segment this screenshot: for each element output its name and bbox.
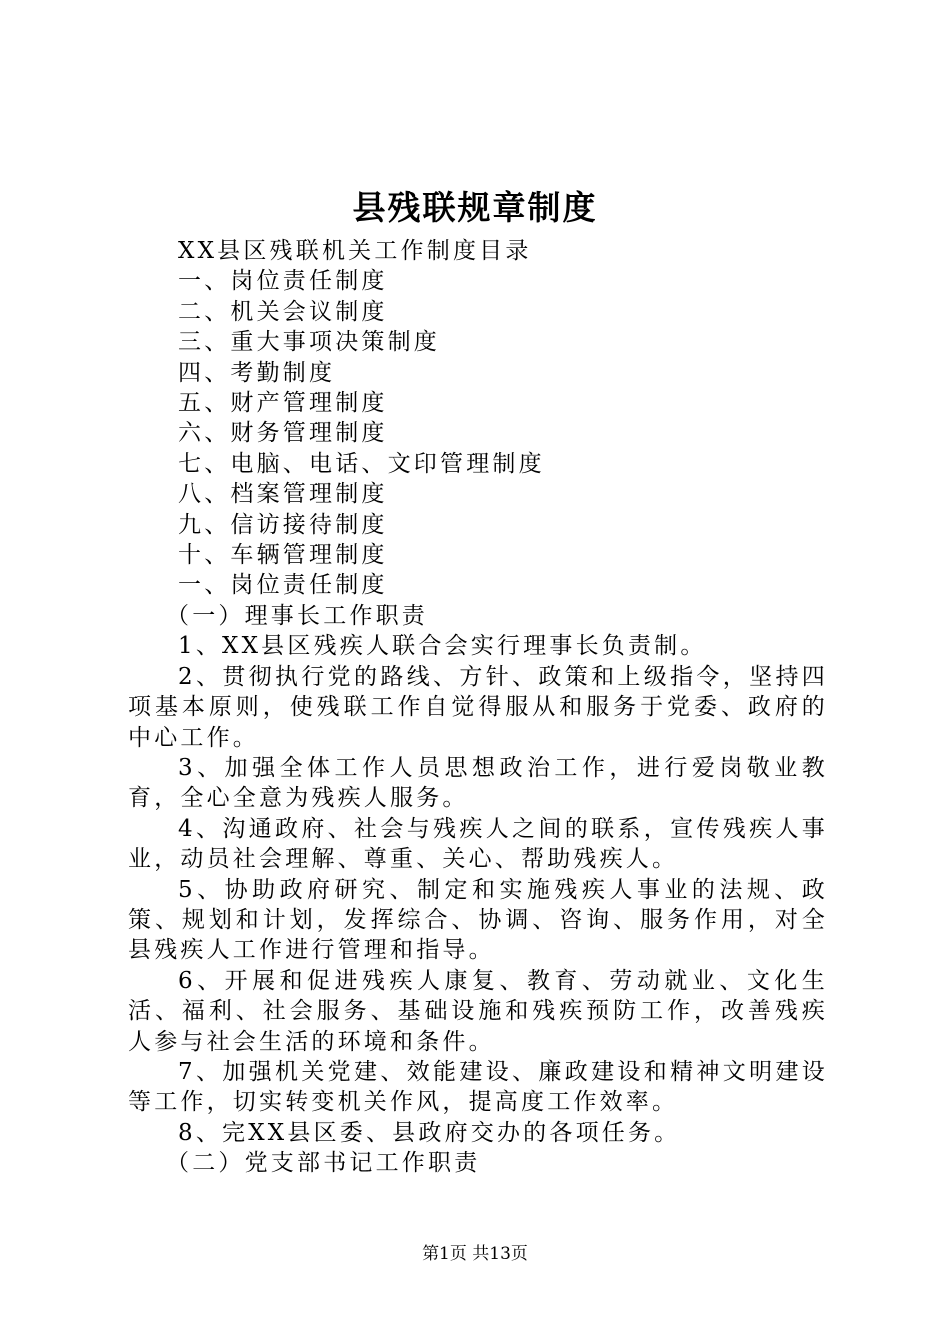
page-footer: 第1页 共13页: [422, 1244, 528, 1264]
subsection-heading: （二）党支部书记工作职责: [166, 1150, 481, 1177]
toc-item: 三、重大事项决策制度: [178, 329, 440, 356]
toc-item: 五、财产管理制度: [178, 390, 388, 417]
toc-list: [128, 266, 828, 570]
duty-paragraph: 7、加强机关党建、效能建设、廉政建设和精神文明建设等工作，切实转变机关作风，提高度工作效率。: [128, 1058, 828, 1116]
toc-item: 十、车辆管理制度: [178, 542, 388, 569]
duty-paragraph: 8、完XX县区委、县政府交办的各项任务。: [178, 1119, 681, 1146]
toc-item: 一、岗位责任制度: [178, 268, 388, 295]
toc-item: 八、档案管理制度: [178, 481, 388, 508]
toc-item: 四、考勤制度: [178, 359, 336, 386]
document-body: [128, 236, 828, 1179]
duty-paragraph: 6、开展和促进残疾人康复、教育、劳动就业、文化生活、福利、社会服务、基础设施和残疾预防工作，改善残疾人参与社会生活的环境和条件。: [128, 967, 828, 1055]
toc-item: 六、财务管理制度: [178, 420, 388, 447]
duty-paragraph: 2、贯彻执行党的路线、方针、政策和上级指令，坚持四项基本原则，使残联工作自觉得服从和服务于党委、政府的中心工作。: [128, 663, 828, 751]
section-heading: 一、岗位责任制度: [178, 572, 388, 599]
duty-paragraph: 5、协助政府研究、制定和实施残疾人事业的法规、政策、规划和计划，发挥综合、协调、咨询、服务作用，对全县残疾人工作进行管理和指导。: [128, 876, 828, 964]
duty-list: [128, 631, 828, 1148]
toc-heading: XX县区残联机关工作制度目录: [178, 238, 532, 264]
duty-paragraph: 1、XX县区残疾人联合会实行理事长负责制。: [178, 633, 707, 660]
duty-paragraph: 3、加强全体工作人员思想政治工作，进行爱岗敬业教育，全心全意为残疾人服务。: [128, 754, 828, 812]
toc-item: 九、信访接待制度: [178, 511, 388, 538]
subsection-heading: （一）理事长工作职责: [166, 602, 428, 629]
duty-paragraph: 4、沟通政府、社会与残疾人之间的联系，宣传残疾人事业，动员社会理解、尊重、关心、帮助残疾人。: [128, 815, 828, 873]
document-title: 县残联规章制度: [352, 188, 598, 227]
toc-item: 二、机关会议制度: [178, 298, 388, 325]
toc-item: 七、电脑、电话、文印管理制度: [178, 450, 545, 477]
